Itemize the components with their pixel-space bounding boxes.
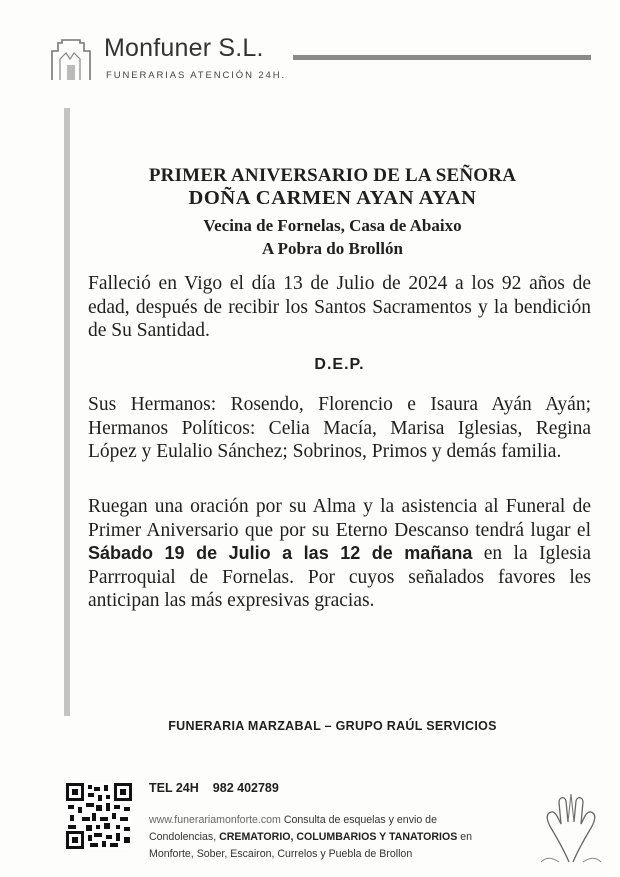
parish-line: A Pobra do Brollón <box>262 239 403 258</box>
logo-tower-icon <box>46 37 96 81</box>
footer-line-1 <box>149 812 437 830</box>
family-paragraph: Sus Hermanos: Rosendo, Florencio e Isaura Ayán Ayán; Hermanos Políticos: Celia Macía, Marisa Iglesias, Regina López y Eulalio Sánchez; Sobrinos, Primos y demás familia. <box>88 394 591 462</box>
residence-line: Vecina de Fornelas, Casa de Abaixo <box>203 216 462 235</box>
footer-line-2-text-a: Condolencias, <box>149 831 220 843</box>
header-divider <box>293 55 591 60</box>
phone-label: TEL 24H <box>149 781 199 795</box>
footer-line-2-text-b: en <box>457 831 472 843</box>
funeral-home-line: FUNERARIA MARZABAL – GRUPO RAÚL SERVICIOS <box>168 719 497 733</box>
dep-heading: D.E.P. <box>314 356 365 373</box>
death-paragraph: Falleció en Vigo el día 13 de Julio de 2024 a los 92 años de edad, después de recibir los Santos Sacramentos y la bendición de Su Santidad. <box>88 273 591 341</box>
footer-line-3: Monforte, Sober, Escairon, Currelos y Puebla de Brollon <box>149 848 413 860</box>
praying-hands-icon <box>535 788 607 864</box>
website-link[interactable]: www.funerariamonforte.com <box>149 814 281 826</box>
qr-code-icon[interactable] <box>66 783 132 849</box>
funeral-paragraph <box>88 495 591 613</box>
services-list: CREMATORIO, COLUMBARIOS Y TANATORIOS <box>219 831 458 843</box>
deceased-name: DOÑA CARMEN AYAN AYAN <box>188 187 477 209</box>
notice-title: PRIMER ANIVERSARIO DE LA SEÑORA <box>148 165 517 186</box>
brand-tagline: FUNERARIAS ATENCIÓN 24H. <box>106 70 287 81</box>
footer-line-1-text: Consulta de esquelas y envio de <box>280 814 437 826</box>
footer-line-2 <box>149 829 472 847</box>
funeral-text-b: en la Iglesia Parrroquial de Fornelas. Por cuyos señalados favores les anticipan las más expresivas gracias. <box>88 543 591 611</box>
phone-number[interactable]: 982 402789 <box>212 781 279 795</box>
funeral-text-a: Ruegan una oración por su Alma y la asistencia al Funeral de Primer Aniversario que por su Eterno Descanso tendrá lugar el <box>88 496 591 541</box>
phone-line <box>149 781 279 795</box>
funeral-date: Sábado 19 de Julio a las 12 de mañana <box>88 543 473 563</box>
brand-name: Monfuner S.L. <box>104 34 264 62</box>
